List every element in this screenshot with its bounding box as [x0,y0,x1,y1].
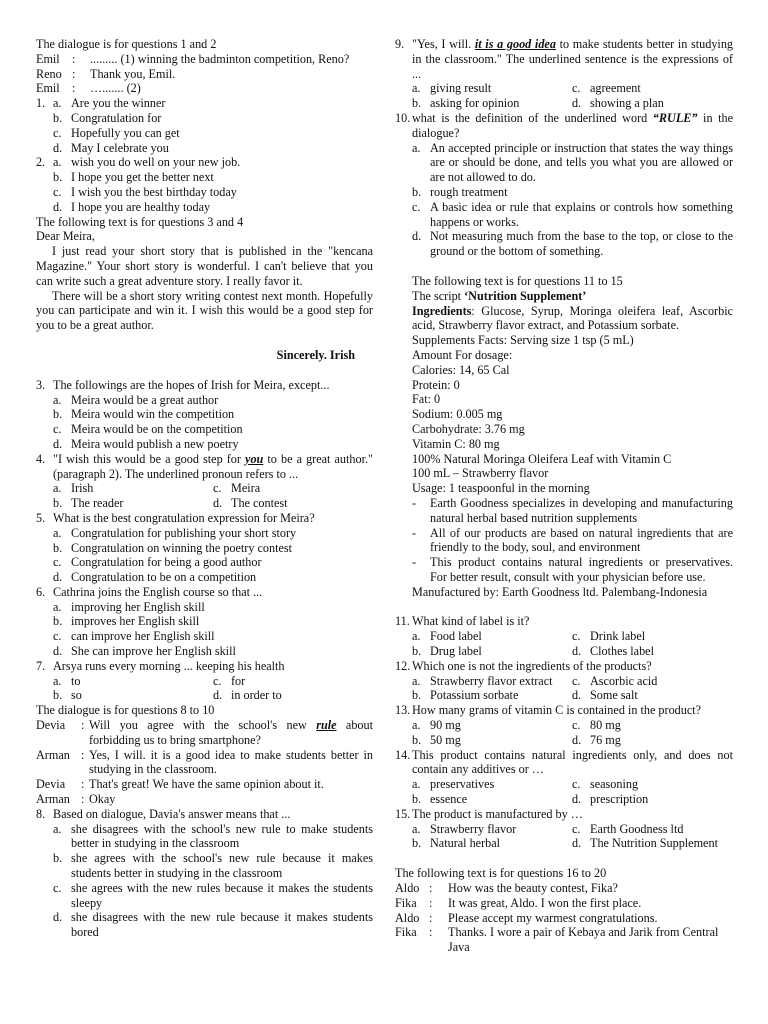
option: d. Meira would publish a new poetry [53,436,239,451]
option: d. She can improve her English skill [53,644,236,659]
question-4: 4. "I wish this would be a good step for you to be a great author." (paragraph 2). The underlined pronoun refers to ... [36,451,373,481]
question-text: This product contains natural ingredients only, and does not contain any additives or … [412,747,733,777]
product-label-text [395,274,733,600]
option: d. The contest [213,496,288,511]
dialogue-line: Reno : Thank you, Emil. [36,67,373,82]
option: a. Strawberry flavor [412,821,517,836]
option: c. I wish you the best birthday today [53,184,237,199]
option: b. The reader [53,496,124,511]
speaker: Reno [36,66,62,81]
question-12: 12. Which one is not the ingredients of the products? [395,659,733,674]
dialogue-text: …....... (2) [90,81,141,96]
script-title: The script ‘Nutrition Supplement’ [412,288,587,303]
dialogue-3 [395,881,733,955]
option: a. to [53,673,81,688]
question-text: Cathrina joins the English course so that ... [53,584,263,599]
option: d. Clothes label [572,644,654,659]
fact-line: Carbohydrate: 3.76 mg [412,421,525,436]
question-text: What is the best congratulation expression for Meira? [53,510,315,525]
question-6: 6. Cathrina joins the English course so that ... [36,585,373,600]
question-15: 15. The product is manufactured by … [395,807,733,822]
question-3-options [36,393,373,452]
option: b. so [53,688,82,703]
ingredients: Ingredients: Glucose, Syrup, Moringa oleifera leaf, Ascorbic acid, Strawberry flavor extract, and Potassium sorbate. [412,303,733,333]
dialogue-text: ......... (1) winning the badminton competition, Reno? [90,51,350,66]
option: a. An accepted principle or instruction that states the way things are or should be done, and tells you what you are allowed or are not allowed to do. [412,140,733,185]
dialogue-line: Aldo : Please accept my warmest congratulations. [395,910,658,925]
question-11-options [395,629,733,659]
fact-line: Supplements Facts: Serving size 1 tsp (5 mL) [412,333,634,348]
intro-q8-10: The dialogue is for questions 8 to 10 [36,703,215,718]
letter-paragraph-2: There will be a short story writing contest next month. Hopefully you can participate and win it. I wish this would be a good step for you to be a great author. [36,288,373,333]
underlined-word: rule [316,718,337,733]
option: b. I hope you get the better next [53,170,214,185]
option: d. prescription [572,792,649,807]
question-7: 7. Arsya runs every morning ... keeping his health [36,659,373,674]
bullet-item: - All of our products are based on natural ingredients that are friendly to the body, soul, and environment [412,525,733,555]
dialogue-line: Aldo : How was the beauty contest, Fika? [395,881,618,896]
option: c. Meira would be on the competition [53,422,243,437]
option: a. 90 mg [412,718,461,733]
fact-line: Protein: 0 [412,377,460,392]
option: c. agreement [572,81,641,96]
dialogue-line: Arman : Okay [36,792,116,807]
dialogue-line: Devia : That's great! We have the same opinion about it. [36,777,324,792]
question-7-options [36,674,373,704]
fact-line: Vitamin C: 80 mg [412,436,500,451]
option: d. Some salt [572,688,638,703]
option: c. can improve her English skill [53,629,215,644]
dialogue-line: Devia : Will you agree with the school's new rule about forbidding us to bring smartphone? [36,718,373,747]
option: a. she disagrees with the school's new rule to make students better in studying in the classroom [53,821,373,851]
option: d. Congratulation to be on a competition [53,570,257,585]
question-13-options [395,718,733,748]
letter [36,229,373,362]
speaker: Emil [36,51,60,66]
option: b. asking for opinion [412,96,520,111]
question-text: "I wish this would be a good step for you to be a great author." (paragraph 2). The underlined pronoun refers to ... [53,451,373,481]
option: b. rough treatment [412,184,508,199]
question-2-options [36,170,373,214]
option: c. Meira [213,481,261,496]
option: a. Food label [412,629,482,644]
question-text: What kind of label is it? [412,614,530,629]
dialogue-2 [36,718,373,807]
option: a. Irish [53,481,94,496]
question-14-options [395,777,733,807]
bullet-item: - This product contains natural ingredients or preservatives. For better result, consult with your physician before use. [412,555,733,584]
letter-paragraph-1: I just read your short story that is published in the "kencana Magazine." Your short story is wonderful. I can't believe that you can write such a great adventure story. I really favor it. [36,244,373,288]
question-2 [36,155,373,170]
option: c. Hopefully you can get [53,125,180,140]
dialogue-line: Emil : …....... (2) [36,81,373,96]
question-text: The product is manufactured by … [412,806,583,821]
question-8: 8. Based on dialogue, Davia's answer means that ... [36,807,373,822]
option: a. Are you the winner [53,96,166,111]
option: d. Not measuring much from the base to the top, or close to the ground or the bottom of something. [412,229,733,259]
dialogue-line: Arman : Yes, I will. it is a good idea to make students better in studying in the classroom. [36,747,373,777]
dialogue-line: Emil : ......... (1) winning the badminton competition, Reno? [36,52,373,67]
question-number: 1. [36,96,46,111]
option: a. giving result [412,81,492,96]
question-14: 14. This product contains natural ingredients only, and does not contain any additives or … [395,747,733,777]
dialogue-line: Fika : It was great, Aldo. I won the first place. [395,895,642,910]
question-5: 5. What is the best congratulation expression for Meira? [36,511,373,526]
option: b. improves her English skill [53,614,200,629]
option: c. Earth Goodness ltd [572,821,684,836]
option: b. 50 mg [412,732,461,747]
option: c. Congratulation for being a good author [53,555,262,570]
option: a. Strawberry flavor extract [412,673,553,688]
question-text: How many grams of vitamin C is contained in the product? [412,703,702,718]
option: c. she agrees with the new rules because it makes the students sleepy [53,880,373,910]
underlined-phrase: it is a good idea [474,37,556,51]
question-text: Based on dialogue, Davia's answer means that ... [53,806,291,821]
dialogue-1 [36,52,373,96]
question-text: Arsya runs every morning ... keeping his health [53,658,285,673]
question-11: 11. What kind of label is it? [395,614,733,629]
fact-line: Calories: 14, 65 Cal [412,362,510,377]
option: b. Congratulation for [53,110,162,125]
question-1 [36,96,373,111]
question-8-options [36,822,373,940]
speaker: Emil [36,81,60,96]
option: c. Ascorbic acid [572,673,658,688]
option: a. preservatives [412,777,495,792]
bullet-item: - Earth Goodness specializes in developing and manufacturing natural herbal based nutrition supplements [412,495,733,525]
right-column [395,37,733,955]
question-text: "Yes, I will. it is a good idea to make students better in studying in the classroom." The underlined sentence is the expressions of ... [412,37,734,81]
option: b. Natural herbal [412,836,501,851]
letter-signature: Sincerely. Irish [276,347,355,362]
option: c. seasoning [572,777,639,792]
intro-q1-2: The dialogue is for questions 1 and 2 [36,37,217,51]
option: c. 80 mg [572,718,621,733]
option: c. for [213,673,246,688]
option: c. Drink label [572,629,646,644]
dialogue-text: Thank you, Emil. [90,66,176,81]
option: b. Meira would win the competition [53,407,235,422]
option: d. in order to [213,688,282,703]
option: a. improving her English skill [53,599,205,614]
option: d. The Nutrition Supplement [572,836,718,851]
question-13: 13. How many grams of vitamin C is contained in the product? [395,703,733,718]
left-column [36,37,373,940]
option: d. 76 mg [572,732,621,747]
fact-line: Amount For dosage: [412,347,513,362]
intro-q16-20: The following text is for questions 16 to 20 [395,866,607,881]
question-5-options [36,526,373,585]
option: b. she agrees with the school's new rule because it makes students better in studying in the classroom [53,851,373,881]
dialogue-line: Fika : Thanks. I wore a pair of Kebaya and Jarik from Central Java [395,925,719,955]
option: a. Meira would be a great author [53,392,219,407]
question-9-options [395,81,733,111]
question-number: 2. [36,155,46,170]
emphasized-word: “RULE” [652,110,698,125]
underlined-word: you [245,451,264,466]
option: b. Drug label [412,644,482,659]
option: a. Congratulation for publishing your short story [53,525,297,540]
option: b. essence [412,792,468,807]
option: d. showing a plan [572,96,664,111]
question-10-options [395,141,733,259]
fact-line: 100 mL – Strawberry flavor [412,466,549,481]
fact-line: Fat: 0 [412,392,441,407]
question-text: The followings are the hopes of Irish for Meira, except... [53,377,330,392]
fact-line: 100% Natural Moringa Oleifera Leaf with Vitamin C [412,451,672,466]
option: b. Congratulation on winning the poetry contest [53,540,293,555]
question-4-options [36,481,373,511]
question-3: 3. The followings are the hopes of Irish for Meira, except... [36,378,373,393]
letter-greeting: Dear Meira, [36,229,95,244]
option: b. Potassium sorbate [412,688,519,703]
question-6-options [36,600,373,659]
intro-q3-4: The following text is for questions 3 and 4 [36,214,244,229]
option: d. she disagrees with the new rule because it makes students bored [53,910,373,940]
question-text: what is the definition of the underlined word “RULE” in the dialogue? [412,110,733,140]
question-text: Which one is not the ingredients of the products? [412,658,652,673]
question-15-options [395,822,733,852]
option: d. I hope you are healthy today [53,199,211,214]
intro-q11-15: The following text is for questions 11 to 15 [412,273,623,288]
manufacturer-line: Manufactured by: Earth Goodness ltd. Palembang-Indonesia [412,584,708,599]
question-12-options [395,674,733,704]
option: a. wish you do well on your new job. [53,155,241,170]
fact-line: Usage: 1 teaspoonful in the morning [412,481,590,496]
question-10: 10. what is the definition of the underlined word “RULE” in the dialogue? [395,110,733,140]
fact-line: Sodium: 0.005 mg [412,407,503,422]
option: c. A basic idea or rule that explains or controls how something happens or works. [412,199,733,229]
question-1-options [36,111,373,155]
question-9: 9. "Yes, I will. it is a good idea to make students better in studying in the classroom." The underlined sentence is the expressions of ... [395,37,734,81]
option: d. May I celebrate you [53,140,169,155]
